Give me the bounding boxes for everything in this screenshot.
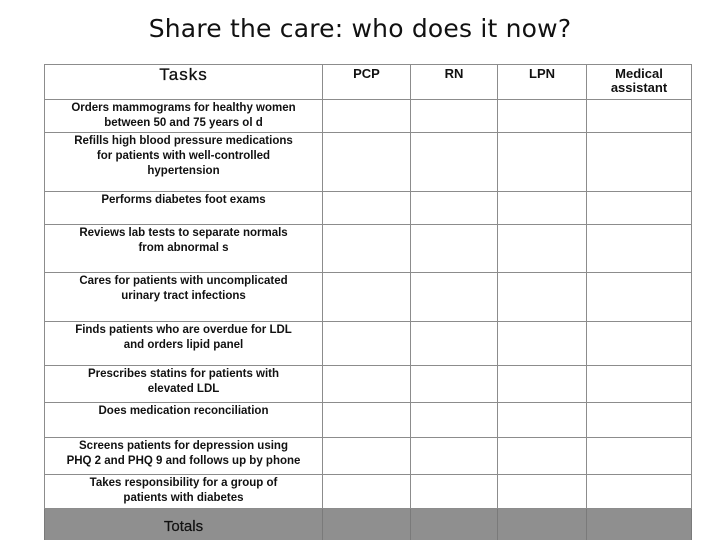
pcp-cell[interactable] <box>323 475 411 509</box>
lpn-cell[interactable] <box>498 100 587 133</box>
lpn-cell[interactable] <box>498 225 587 273</box>
column-header-rn: RN <box>411 65 498 100</box>
rn-cell[interactable] <box>411 322 498 366</box>
rn-cell[interactable] <box>411 100 498 133</box>
table-row <box>45 475 692 509</box>
pcp-cell[interactable] <box>323 225 411 273</box>
lpn-cell[interactable] <box>498 322 587 366</box>
task-cell: Cares for patients with uncomplicated urinary tract infections <box>45 273 323 322</box>
table-row <box>45 403 692 438</box>
lpn-cell[interactable] <box>498 403 587 438</box>
medical-assistant-cell[interactable] <box>587 192 692 225</box>
totals-label: Totals <box>45 509 323 540</box>
task-cell: Screens patients for depression using PHQ 2 and PHQ 9 and follows up by phone <box>45 438 323 475</box>
care-roles-table <box>44 64 692 540</box>
pcp-cell[interactable] <box>323 273 411 322</box>
pcp-cell[interactable] <box>323 366 411 403</box>
pcp-cell[interactable] <box>323 133 411 192</box>
column-header-medical-assistant: Medical assistant <box>587 65 692 100</box>
lpn-cell[interactable] <box>498 366 587 403</box>
table-row <box>45 438 692 475</box>
task-cell: Takes responsibility for a group of patients with diabetes <box>45 475 323 509</box>
medical-assistant-total-cell <box>587 509 692 540</box>
rn-cell[interactable] <box>411 225 498 273</box>
task-cell: Reviews lab tests to separate normals from abnormal s <box>45 225 323 273</box>
medical-assistant-cell[interactable] <box>587 273 692 322</box>
task-cell: Does medication reconciliation <box>45 403 323 438</box>
rn-cell[interactable] <box>411 475 498 509</box>
medical-assistant-cell[interactable] <box>587 100 692 133</box>
table-header-row <box>45 65 692 100</box>
pcp-cell[interactable] <box>323 438 411 475</box>
task-cell: Performs diabetes foot exams <box>45 192 323 225</box>
medical-assistant-cell[interactable] <box>587 438 692 475</box>
task-cell: Orders mammograms for healthy women between 50 and 75 years ol d <box>45 100 323 133</box>
rn-cell[interactable] <box>411 366 498 403</box>
pcp-cell[interactable] <box>323 322 411 366</box>
lpn-total-cell <box>498 509 587 540</box>
column-header-pcp: PCP <box>323 65 411 100</box>
table-row <box>45 366 692 403</box>
medical-assistant-cell[interactable] <box>587 403 692 438</box>
lpn-cell[interactable] <box>498 192 587 225</box>
column-header-tasks: Tasks <box>45 65 323 100</box>
rn-cell[interactable] <box>411 273 498 322</box>
medical-assistant-cell[interactable] <box>587 475 692 509</box>
lpn-cell[interactable] <box>498 438 587 475</box>
table-row <box>45 322 692 366</box>
pcp-cell[interactable] <box>323 100 411 133</box>
table-row <box>45 133 692 192</box>
lpn-cell[interactable] <box>498 273 587 322</box>
pcp-total-cell <box>323 509 411 540</box>
rn-cell[interactable] <box>411 438 498 475</box>
rn-total-cell <box>411 509 498 540</box>
rn-cell[interactable] <box>411 403 498 438</box>
slide-title: Share the care: who does it now? <box>148 14 572 43</box>
medical-assistant-cell[interactable] <box>587 225 692 273</box>
rn-cell[interactable] <box>411 192 498 225</box>
medical-assistant-cell[interactable] <box>587 322 692 366</box>
totals-row <box>45 509 692 540</box>
task-cell: Prescribes statins for patients with elevated LDL <box>45 366 323 403</box>
medical-assistant-cell[interactable] <box>587 366 692 403</box>
task-cell: Finds patients who are overdue for LDL and orders lipid panel <box>45 322 323 366</box>
column-header-lpn: LPN <box>498 65 587 100</box>
lpn-cell[interactable] <box>498 475 587 509</box>
medical-assistant-cell[interactable] <box>587 133 692 192</box>
lpn-cell[interactable] <box>498 133 587 192</box>
rn-cell[interactable] <box>411 133 498 192</box>
task-cell: Refills high blood pressure medications for patients with well-controlled hypertension <box>45 133 323 192</box>
table-row <box>45 225 692 273</box>
pcp-cell[interactable] <box>323 403 411 438</box>
table-row <box>45 192 692 225</box>
table-row <box>45 100 692 133</box>
table-row <box>45 273 692 322</box>
pcp-cell[interactable] <box>323 192 411 225</box>
